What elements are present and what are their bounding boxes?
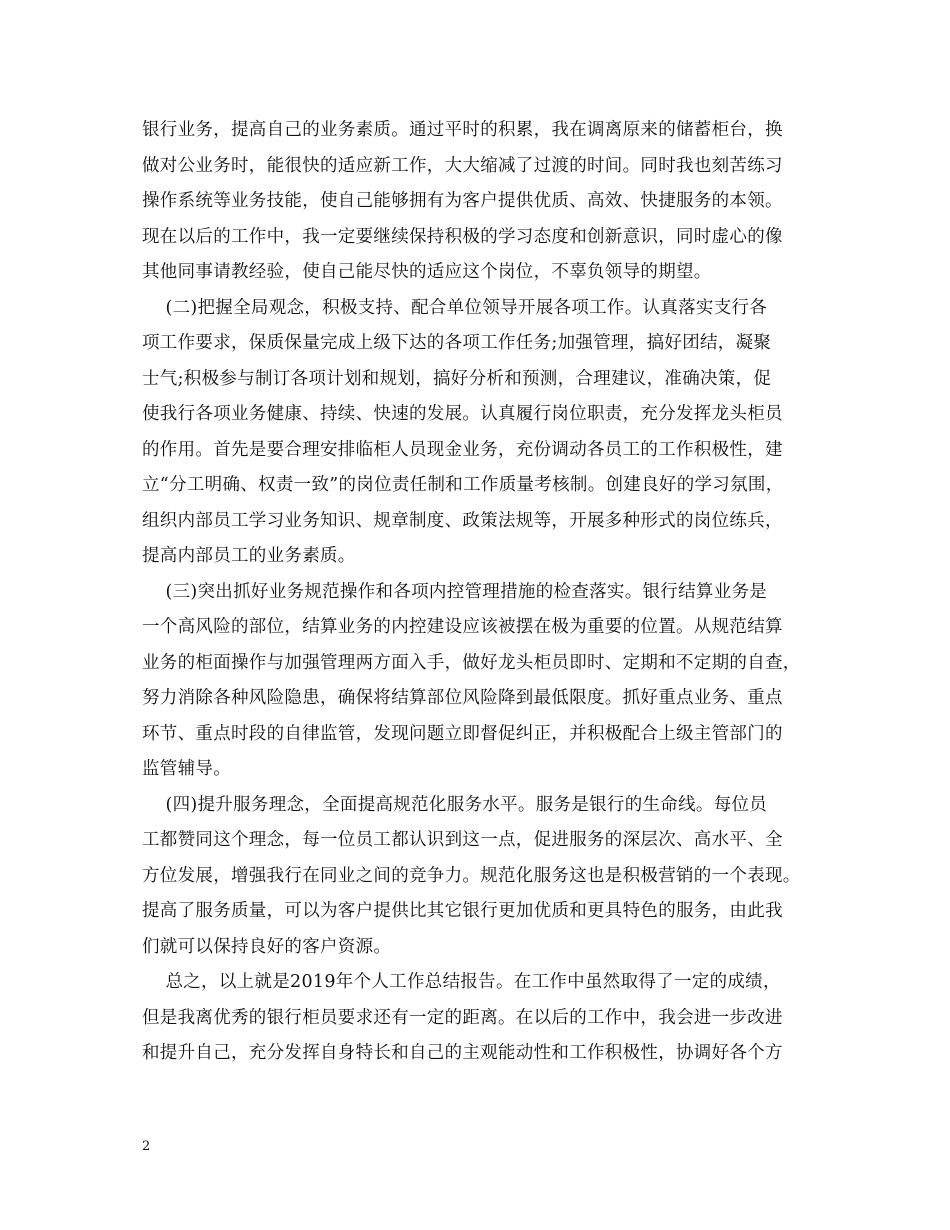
text-line: 一个高风险的部位，结算业务的内控建设应该被摆在极为重要的位置。从规范结算 <box>142 617 783 637</box>
page-number: 2 <box>142 1139 151 1154</box>
text-line: 士气;积极参与制订各项计划和规划，搞好分析和预测，合理建议，准确决策，促 <box>142 368 772 389</box>
text-line: 环节、重点时段的自律监管，发现问题立即督促纠正，并积极配合上级主管部门的 <box>142 723 783 744</box>
text-line: 工都赞同这个理念，每一位员工都认识到这一点，促进服务的深层次、高水平、全 <box>142 830 783 850</box>
paragraph-4-first-line: (四)提升服务理念，全面提高规范化服务水平。服务是银行的生命线。每位员 <box>142 794 768 815</box>
text-line: 的作用。首先是要合理安排临柜人员现金业务，充份调动各员工的工作积极性，建 <box>142 439 783 460</box>
text-line: 提高了服务质量，可以为客户提供比其它银行更加优质和更具特色的服务，由此我 <box>142 901 783 921</box>
body-text <box>142 113 830 1072</box>
text-line: 做对公业务时，能很快的适应新工作，大大缩减了过渡的时间。同时我也刻苦练习 <box>142 155 783 176</box>
paragraph-2-first-line: (二)把握全局观念，积极支持、配合单位领导开展各项工作。认真落实支行各 <box>142 297 768 318</box>
text-line: 努力消除各种风险隐患，确保将结算部位风险降到最低限度。抓好重点业务、重点 <box>142 688 783 708</box>
text-line: 和提升自己，充分发挥自身特长和自己的主观能动性和工作积极性，协调好各个方 <box>142 1043 783 1063</box>
text-line: 使我行各项业务健康、持续、快速的发展。认真履行岗位职责，充分发挥龙头柜员 <box>142 404 783 424</box>
text-line: 们就可以保持良好的客户资源。 <box>142 936 392 957</box>
text-line: 提高内部员工的业务素质。 <box>142 546 356 566</box>
text-line: 但是我离优秀的银行柜员要求还有一定的距离。在以后的工作中，我会进一步改进 <box>142 1007 783 1028</box>
text-line: 组织内部员工学习业务知识、规章制度、政策法规等，开展多种形式的岗位练兵， <box>142 510 783 531</box>
text-line: 监管辅导。 <box>142 759 231 779</box>
text-line: 现在以后的工作中，我一定要继续保持积极的学习态度和创新意识，同时虚心的像 <box>142 226 783 247</box>
text-line: 其他同事请教经验，使自己能尽快的适应这个岗位，不辜负领导的期望。 <box>142 262 712 282</box>
text-line: 操作系统等业务技能，使自己能够拥有为客户提供优质、高效、快捷服务的本领。 <box>142 191 783 211</box>
paragraph-5-first-line: 总之，以上就是2019年个人工作总结报告。在工作中虽然取得了一定的成绩， <box>142 972 781 992</box>
text-line: 银行业务，提高自己的业务素质。通过平时的积累，我在调离原来的储蓄柜台，换 <box>142 120 783 140</box>
paragraph-3-first-line: (三)突出抓好业务规范操作和各项内控管理措施的检查落实。银行结算业务是 <box>142 581 768 602</box>
text-line: 项工作要求，保质保量完成上级下达的各项工作任务;加强管理，搞好团结，凝聚 <box>142 333 772 353</box>
text-line: 业务的柜面操作与加强管理两方面入手，做好龙头柜员即时、定期和不定期的自查， <box>142 652 801 673</box>
text-line: 方位发展，增强我行在同业之间的竞争力。规范化服务这也是积极营销的一个表现。 <box>142 865 801 886</box>
text-line: 立“分工明确、权责一致”的岗位责任制和工作质量考核制。创建良好的学习氛围， <box>142 475 784 495</box>
